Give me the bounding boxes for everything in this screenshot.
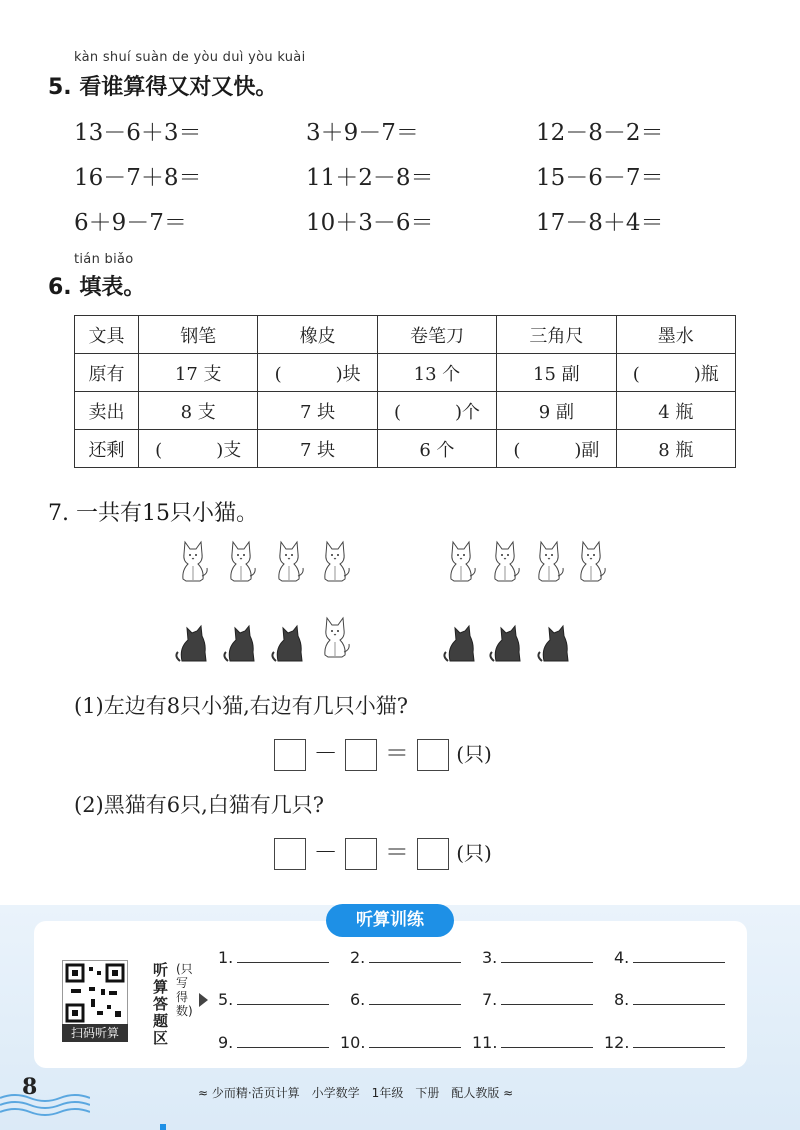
answer-area-note: (只写得数) [176,962,193,1018]
qr-code-icon [63,961,127,1025]
table-cell: 9 副 [497,392,616,430]
answer-area-label: 听算答题区 [153,961,169,1047]
answer-slot-10[interactable]: 10. [340,1033,461,1052]
answer-slot-7[interactable]: 7. [482,990,593,1009]
stationery-table [74,315,736,468]
footer-text: ≈ 少而精·活页计算 小学数学 1年级 下册 配人教版 ≈ [198,1086,514,1100]
table-header: 卷笔刀 [377,316,496,354]
cats-left-bottom [172,608,372,668]
white-cat-icon [539,542,563,581]
black-cat-icon [490,626,520,661]
answer-slot-5[interactable]: 5. [218,990,329,1009]
answer-box[interactable] [345,838,377,870]
answer-box[interactable] [417,838,449,870]
table-cell: 13 个 [377,354,496,392]
table-header: 三角尺 [497,316,616,354]
table-blank-cell[interactable]: ( )个 [377,392,496,430]
table-cell: 还剩 [75,430,139,468]
table-cell: 8 支 [139,392,258,430]
answer-box[interactable] [345,739,377,771]
answer-box[interactable] [274,838,306,870]
black-cats-right-bottom [440,608,600,668]
white-cat-icon [451,542,475,581]
expr-1-2: 3＋9－7＝ [306,120,419,146]
black-cat-icon [444,626,474,661]
qr-label: 扫码听算 [62,1024,128,1042]
table-cell: 卖出 [75,392,139,430]
answer-slot-11[interactable]: 11. [472,1033,593,1052]
table-blank-cell[interactable]: ( )瓶 [616,354,735,392]
white-cat-icon [325,618,349,657]
listening-badge: 听算训练 [326,904,454,937]
expr-1-1: 13－6＋3＝ [74,120,202,146]
black-cat-icon [224,626,254,661]
table-header-row [75,316,736,354]
expr-3-2: 10＋3－6＝ [306,210,434,236]
table-cell: 6 个 [377,430,496,468]
white-cats-left-top [172,535,372,585]
table-header: 橡皮 [258,316,377,354]
white-cat-icon [183,542,207,581]
answer-box[interactable] [417,739,449,771]
white-cat-icon [325,542,349,581]
answer-slot-12[interactable]: 12. [604,1033,725,1052]
table-cell: 7 块 [258,430,377,468]
q5-title: 5. 看谁算得又对又快。 [48,75,278,100]
equals-sign: ＝ [384,838,409,866]
black-cat-icon [538,626,568,661]
answer-slot-2[interactable]: 2. [350,948,461,967]
white-cat-icon [279,542,303,581]
white-cat-icon [495,542,519,581]
q6-title: 6. 填表。 [48,275,146,300]
expr-3-1: 6＋9－7＝ [74,210,187,236]
wave-decoration-icon [0,1088,90,1118]
table-cell: 8 瓶 [616,430,735,468]
white-cat-icon [231,542,255,581]
minus-sign: － [313,739,338,767]
expr-1-3: 12－8－2＝ [536,120,664,146]
table-blank-cell[interactable]: ( )副 [497,430,616,468]
q7-title: 7. 一共有15只小猫。 [48,501,258,526]
q5-pinyin: kàn shuí suàn de yòu duì yòu kuài [74,50,306,65]
unit-label: (只) [456,841,492,865]
white-cat-icon [581,542,605,581]
white-cats-right-top [440,535,640,585]
expr-2-2: 11＋2－8＝ [306,165,434,191]
table-cell: 原有 [75,354,139,392]
black-cat-icon [272,626,302,661]
table-cell: 7 块 [258,392,377,430]
answer-slot-3[interactable]: 3. [482,948,593,967]
arrow-right-icon [199,993,208,1007]
black-cat-icon [176,626,206,661]
table-row [75,392,736,430]
q7-equation-1 [274,733,492,771]
table-cell: 17 支 [139,354,258,392]
table-header: 墨水 [616,316,735,354]
q7-equation-2 [274,832,492,870]
table-row [75,354,736,392]
table-header: 文具 [75,316,139,354]
unit-label: (只) [456,742,492,766]
answer-slot-8[interactable]: 8. [614,990,725,1009]
q6-pinyin: tián biǎo [74,252,134,267]
footer-marker [160,1124,166,1130]
table-blank-cell[interactable]: ( )块 [258,354,377,392]
q7-sub2: (2)黑猫有6只,白猫有几只? [74,793,325,817]
equals-sign: ＝ [384,739,409,767]
answer-slot-4[interactable]: 4. [614,948,725,967]
expr-2-3: 15－6－7＝ [536,165,664,191]
answer-slot-9[interactable]: 9. [218,1033,329,1052]
answer-slot-6[interactable]: 6. [350,990,461,1009]
page-number: 8 [22,1074,38,1100]
answer-box[interactable] [274,739,306,771]
answer-slot-1[interactable]: 1. [218,948,329,967]
expr-3-3: 17－8＋4＝ [536,210,664,236]
minus-sign: － [313,838,338,866]
qr-code[interactable] [62,960,128,1026]
table-cell: 4 瓶 [616,392,735,430]
expr-2-1: 16－7＋8＝ [74,165,202,191]
table-blank-cell[interactable]: ( )支 [139,430,258,468]
table-row [75,430,736,468]
table-header: 钢笔 [139,316,258,354]
q7-sub1: (1)左边有8只小猫,右边有几只小猫? [74,694,409,718]
table-cell: 15 副 [497,354,616,392]
